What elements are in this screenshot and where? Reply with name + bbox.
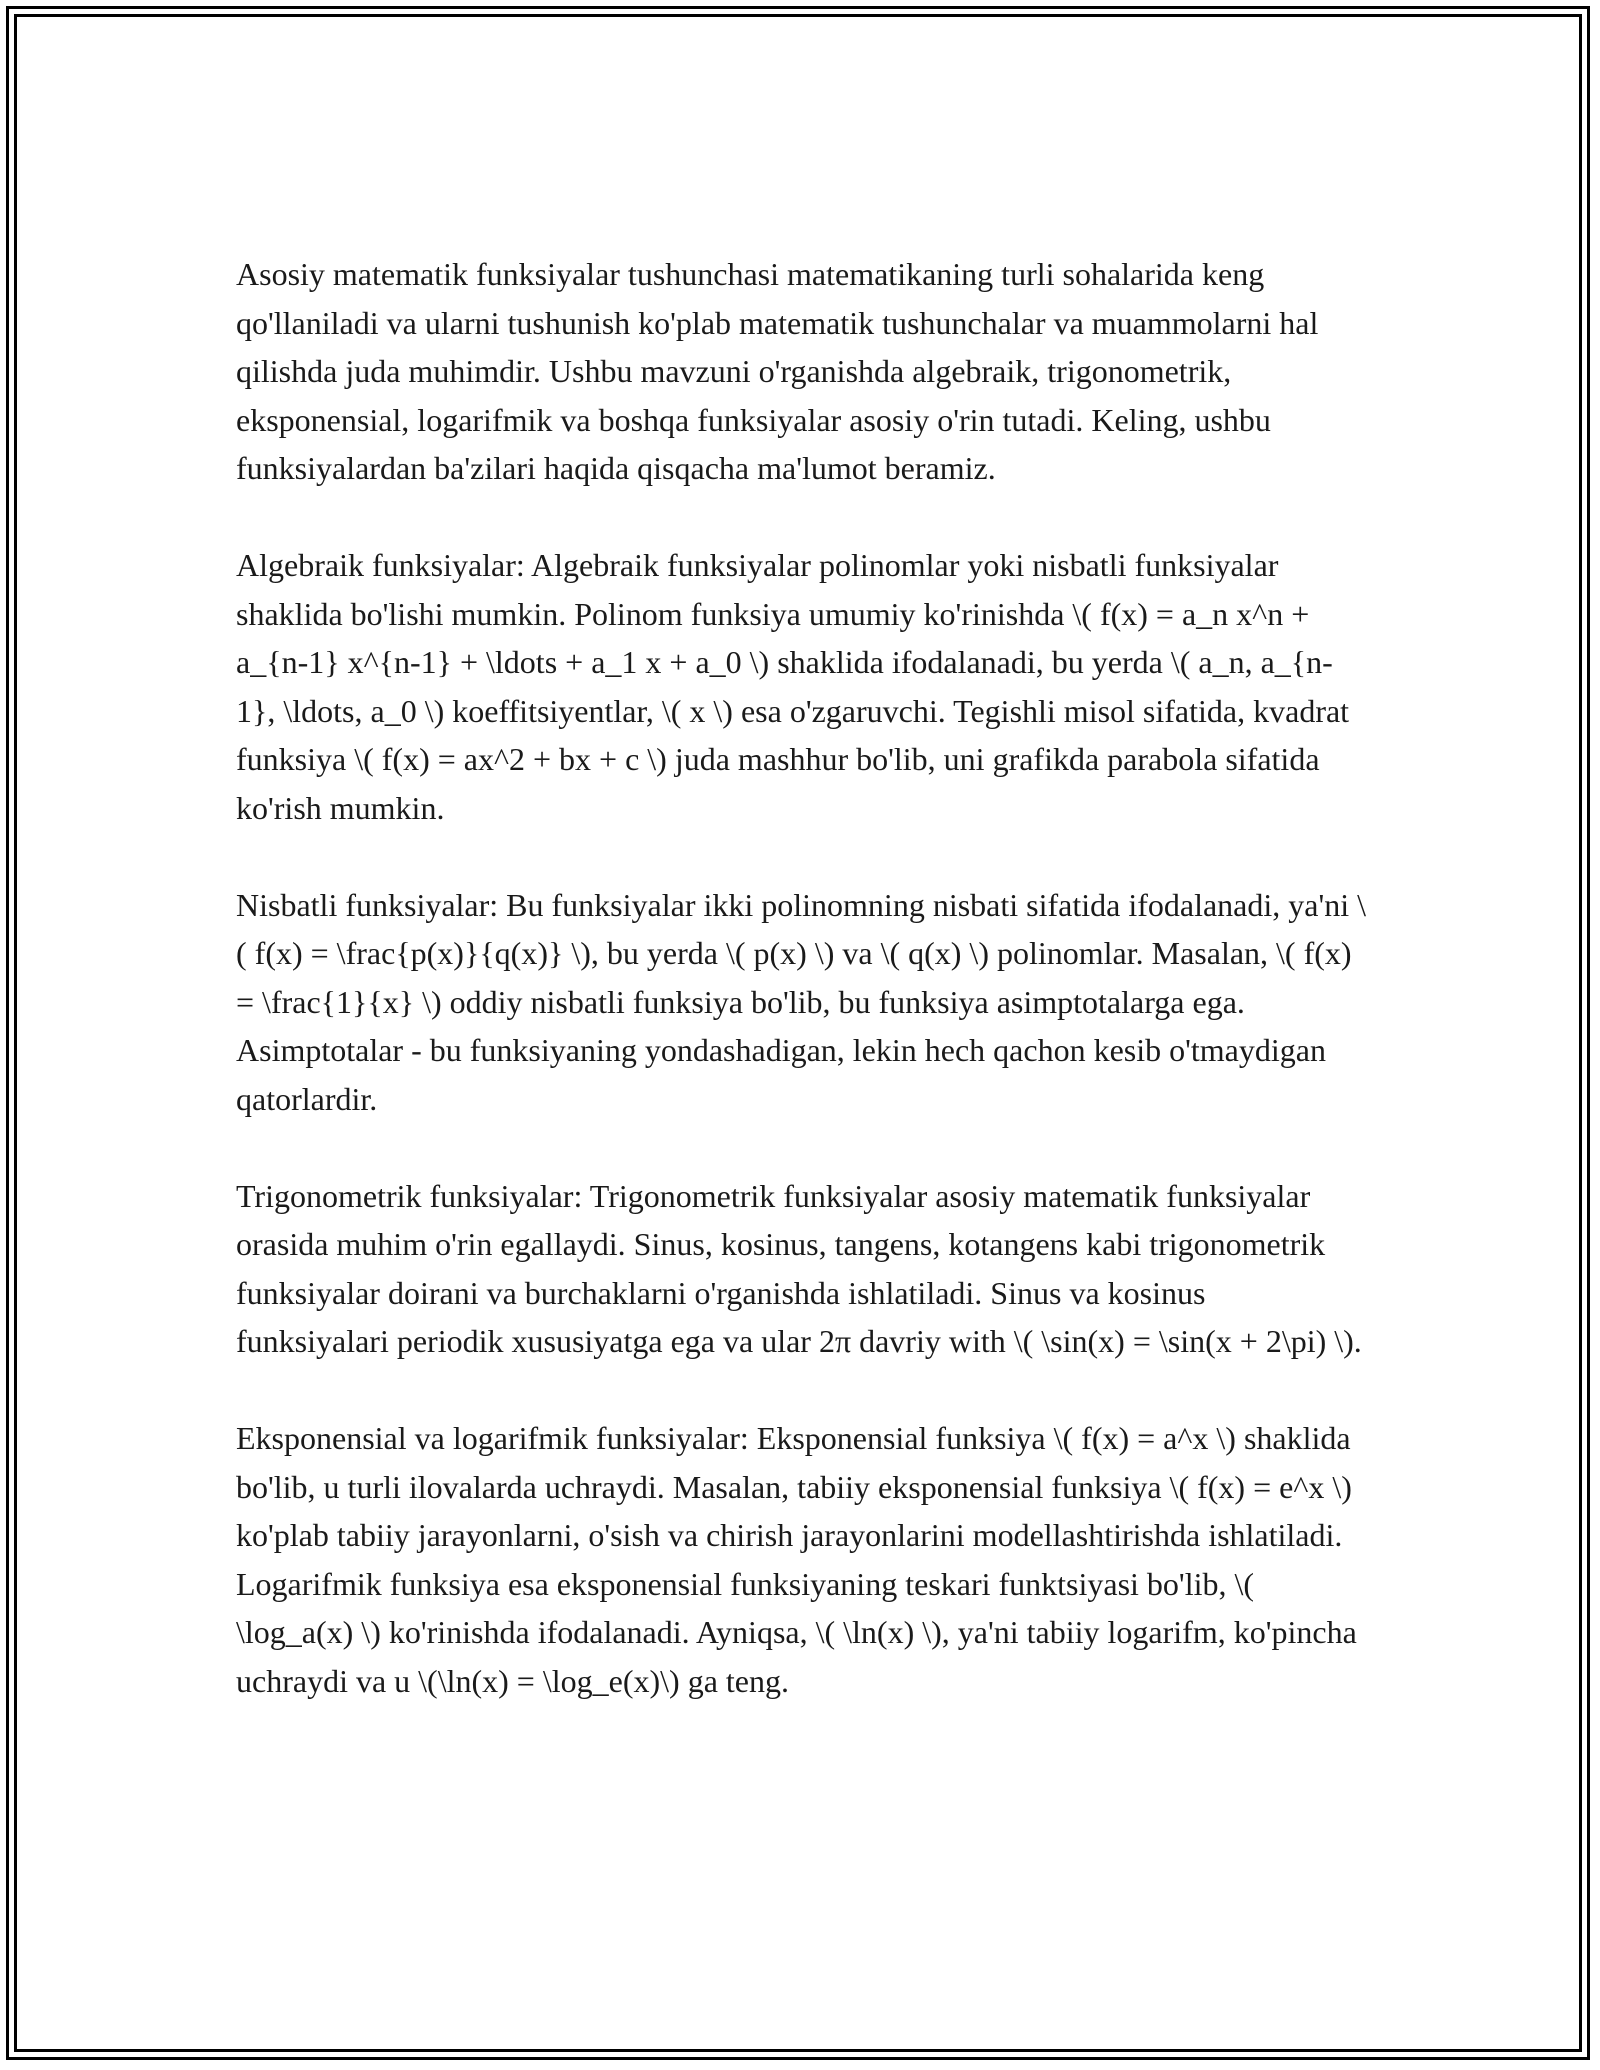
document-body — [236, 250, 1366, 1754]
paragraph-intro: Asosiy matematik funksiyalar tushunchasi matematikaning turli sohalarida keng qo'llaniladi va ularni tushunish ko'plab matematik tushunchalar va muammolarni hal qilishda juda muhimdir. Ushbu mavzuni o'rganishda algebraik, trigonometrik, eksponensial, logarifmik va boshqa funksiyalar asosiy o'rin tutadi. Keling, ushbu funksiyalardan ba'zilari haqida qisqacha ma'lumot beramiz. — [236, 256, 1319, 486]
paragraph-trigonometric-functions: Trigonometrik funksiyalar: Trigonometrik funksiyalar asosiy matematik funksiyalar orasida muhim o'rin egallaydi. Sinus, kosinus, tangens, kotangens kabi trigonometrik funksiyalar doirani va burchaklarni o'rganishda ishlatiladi. Sinus va kosinus funksiyalari periodik xususiyatga ega va ular 2π davriy with \( \sin(x) = \sin(x + 2\pi) \). — [236, 1177, 1362, 1359]
paragraph-rational-functions: Nisbatli funksiyalar: Bu funksiyalar ikki polinomning nisbati sifatida ifodalanadi, ya'ni \( f(x) = \frac{p(x)}{q(x)} \), bu yerda \( p(x) \) va \( q(x) \) polinomlar. Masalan, \( f(x) = \frac{1}{x} \) oddiy nisbatli funksiya bo'lib, bu funksiya asimptotalarga ega. Asimptotalar - bu funksiyaning yondashadigan, lekin hech qachon kesib o'tmaydigan qatorlardir. — [236, 886, 1367, 1117]
paragraph-algebraic-functions: Algebraik funksiyalar: Algebraik funksiyalar polinomlar yoki nisbatli funksiyalar shaklida bo'lishi mumkin. Polinom funksiya umumiy ko'rinishda \( f(x) = a_n x^n + a_{n-1} x^{n-1} + \ldots + a_1 x + a_0 \) shaklida ifodalanadi, bu yerda \( a_n, a_{n-1}, \ldots, a_0 \) koeffitsiyentlar, \( x \) esa o'zgaruvchi. Tegishli misol sifatida, kvadrat funksiya \( f(x) = ax^2 + bx + c \) juda mashhur bo'lib, uni grafikda parabola sifatida ko'rish mumkin. — [236, 547, 1350, 826]
paragraph-exponential-logarithmic-functions: Eksponensial va logarifmik funksiyalar: Eksponensial funksiya \( f(x) = a^x \) shaklida bo'lib, u turli ilovalarda uchraydi. Masalan, tabiiy eksponensial funksiya \( f(x) = e^x \) ko'plab tabiiy jarayonlarni, o'sish va chirish jarayonlarini modellashtirishda ishlatiladi. Logarifmik funksiya esa eksponensial funksiyaning teskari funktsiyasi bo'lib, \( \log_a(x) \) ko'rinishda ifodalanadi. Ayniqsa, \( \ln(x) \), ya'ni tabiiy logarifm, ko'pincha uchraydi va u \(\ln(x) = \log_e(x)\) ga teng. — [236, 1420, 1357, 1699]
